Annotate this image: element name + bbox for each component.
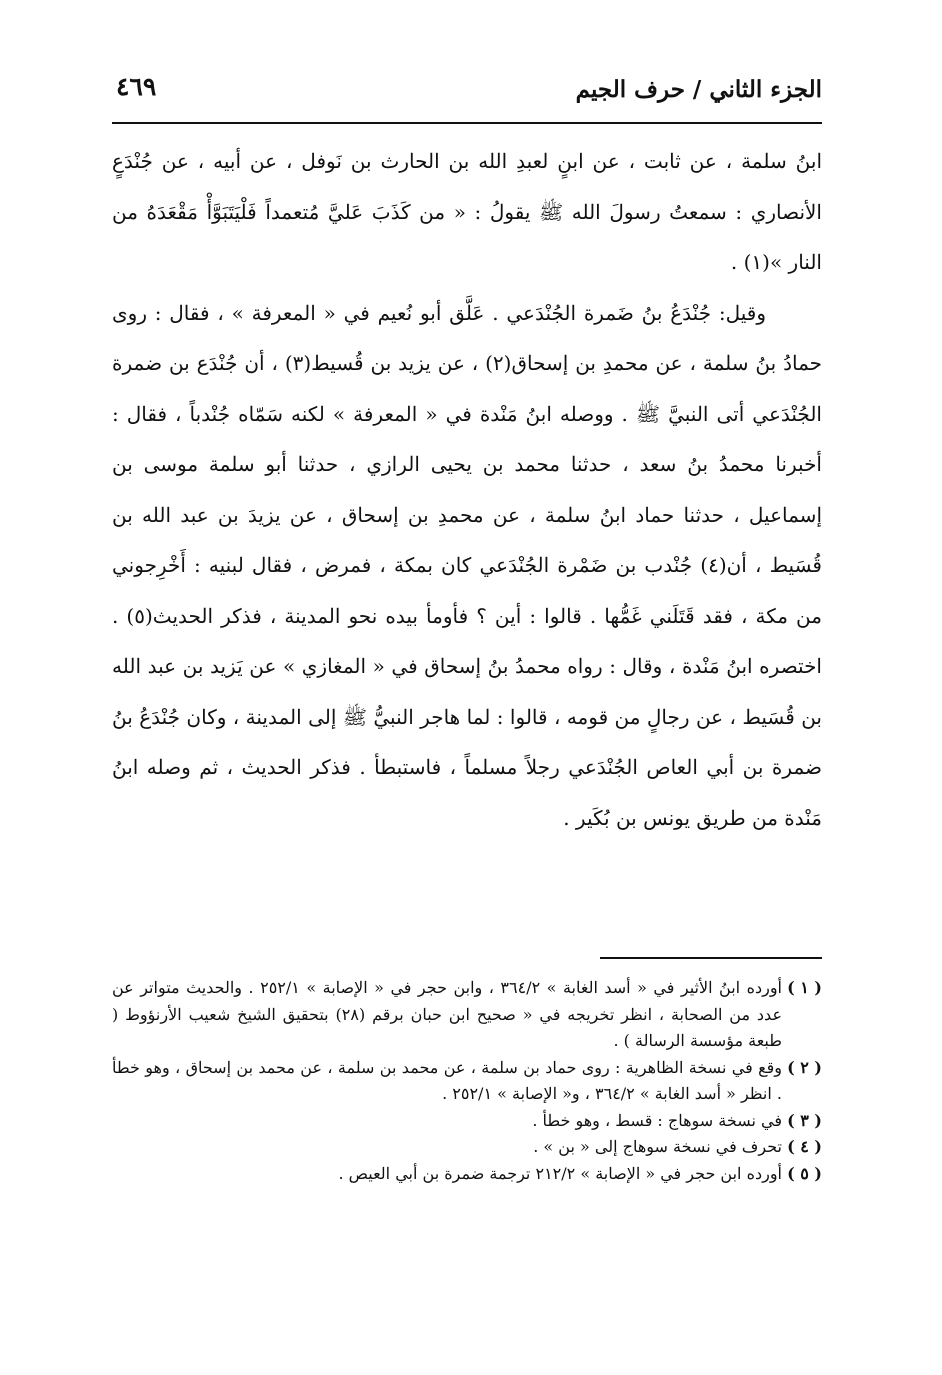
footnote-number: ( ٢ ) bbox=[787, 1057, 822, 1077]
paragraph: ابنُ سلمة ، عن ثابت ، عن ابنٍ لعبدِ الله بن الحارث بن نَوفل ، عن أبيه ، عن جُنْدَعٍ الأنصاري : سمعتُ رسولَ الله ﷺ يقولُ : « من كَذَبَ عَليَّ مُتعمداً فَلْيَتَبَوَّأْ مَقْعَدَهُ من النار »(١) . bbox=[112, 149, 822, 274]
footnote-number: ( ٥ ) bbox=[787, 1163, 822, 1183]
footnote bbox=[112, 1134, 822, 1161]
footnote-text: وقع في نسخة الظاهرية : روى حماد بن سلمة ، عن محمد بن سلمة ، عن محمد بن إسحاق ، وهو خطأ . انظر « أسد الغابة » ٣٦٤/٢ ، و« الإصابة » ٢٥٢/١ . bbox=[112, 1057, 782, 1103]
page-header bbox=[112, 62, 822, 114]
footnote-number: ( ٤ ) bbox=[787, 1137, 822, 1156]
footnote-number: ( ٣ ) bbox=[787, 1110, 822, 1130]
footnote-divider bbox=[600, 957, 822, 959]
main-text bbox=[112, 136, 822, 843]
footnote bbox=[112, 1055, 822, 1108]
footnote bbox=[112, 1161, 822, 1188]
footnote-number: ( ١ ) bbox=[787, 978, 822, 997]
footnote-text: في نسخة سوهاج : قسط ، وهو خطأ . bbox=[532, 1110, 782, 1130]
page-number: ٤٦٩ bbox=[116, 72, 157, 101]
footnote-text: أورده ابن حجر في « الإصابة » ٢١٢/٢ ترجمة ضمرة بن أبي العيص . bbox=[338, 1163, 782, 1183]
footnote-text: أورده ابنُ الأثير في « أسد الغابة » ٣٦٤/٢ ، وابن حجر في « الإصابة » ٢٥٢/١ . والحديث متواتر عن عدد من الصحابة ، انظر تخريجه في « صحيح ابن حبان برقم (٢٨) بتحقيق الشيخ شعيب الأرنؤوط ( طبعة مؤسسة الرسالة ) . bbox=[112, 978, 782, 1050]
footnote-text: تحرف في نسخة سوهاج إلى « بن » . bbox=[533, 1137, 782, 1156]
footnote bbox=[112, 1108, 822, 1135]
footnotes bbox=[112, 975, 822, 1187]
header-rule bbox=[112, 122, 822, 124]
running-title: الجزء الثاني / حرف الجيم bbox=[575, 76, 822, 103]
paragraph: وقيل: جُنْدَعُ بنُ ضَمرة الجُنْدَعي . عَلَّق أبو نُعيم في « المعرفة » ، فقال : روى حمادُ بنُ سلمة ، عن محمدِ بن إسحاق(٢) ، عن يزيد بن قُسيط(٣) ، أن جُنْدَع بن ضمرة الجُنْدَعي أتى النبيَّ ﷺ . ووصله ابنُ مَنْدة في « المعرفة » لكنه سَمّاه جُنْدباً ، فقال : أخبرنا محمدُ بنُ سعد ، حدثنا محمد بن يحيى الرازي ، حدثنا أبو سلمة موسى بن إسماعيل ، حدثنا حماد ابنُ سلمة ، عن محمدِ بن إسحاق ، عن يزيدَ بن عبد الله بن قُسَيط ، أن(٤) جُنْدب بن ضَمْرة الجُنْدَعي كان بمكة ، فمرض ، فقال لبنيه : أَخْرِجوني من مكة ، فقد قَتَلَني غَمُّها . قالوا : أين ؟ فأومأ بيده نحو المدينة ، فذكر الحديث(٥) . اختصره ابنُ مَنْدة ، وقال : رواه محمدُ بنُ إسحاق في « المغازي » عن يَزيد بن عبد الله بن قُسَيط ، عن رجالٍ من قومه ، قالوا : لما هاجر النبيُّ ﷺ إلى المدينة ، وكان جُنْدَعُ بنُ ضمرة بن أبي العاص الجُنْدَعي رجلاً مسلماً ، فاستبطأ . فذكر الحديث ، ثم وصله ابنُ مَنْدة من طريق يونس بن بُكَير . bbox=[112, 300, 822, 830]
footnote bbox=[112, 975, 822, 1055]
